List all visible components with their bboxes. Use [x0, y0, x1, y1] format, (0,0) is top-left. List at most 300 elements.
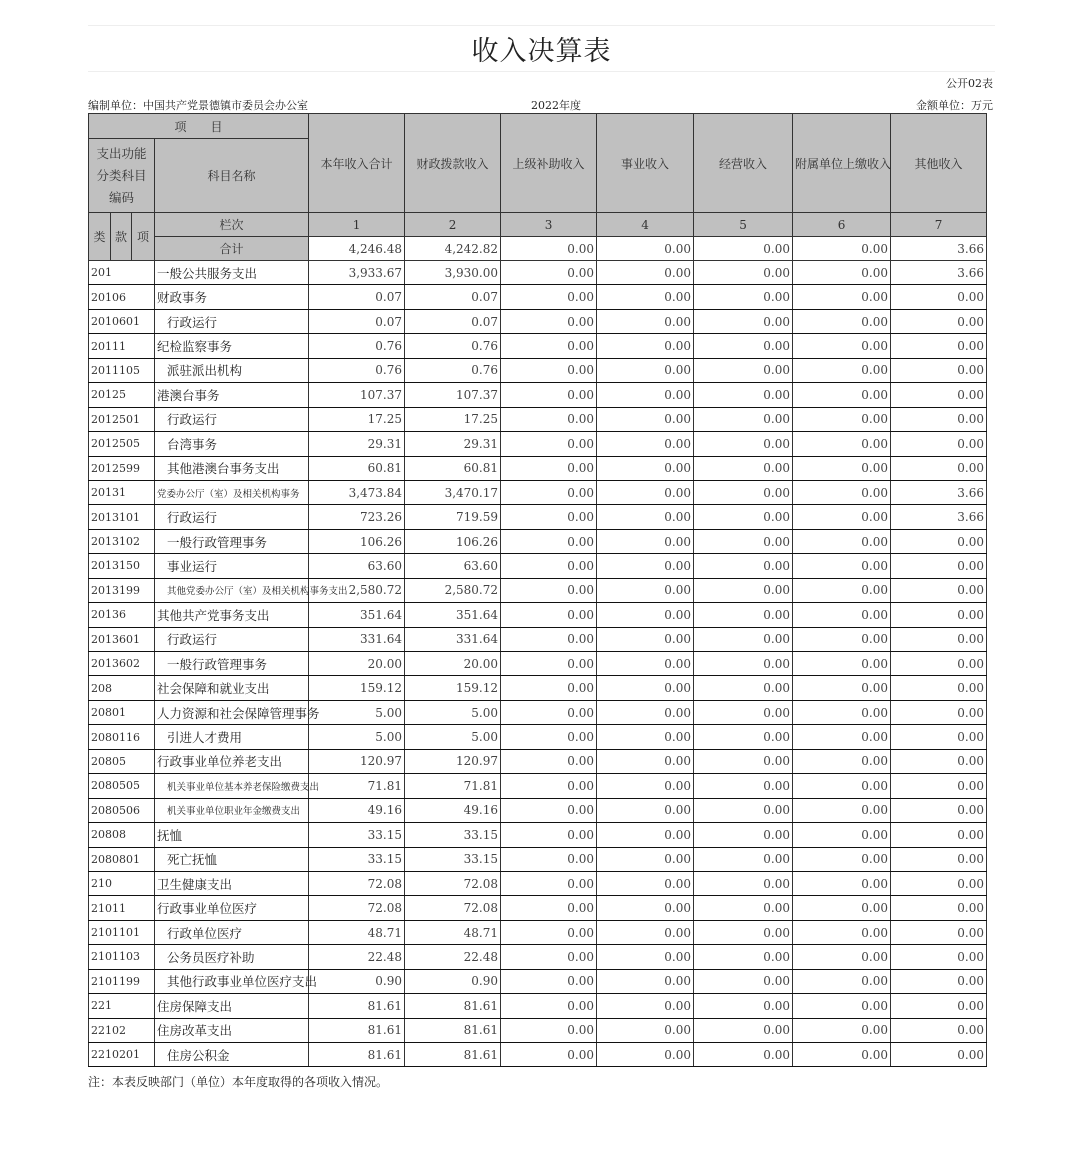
row-value: 0.00 [501, 920, 597, 944]
row-value: 0.00 [501, 871, 597, 895]
row-value: 0.00 [597, 285, 694, 309]
row-value: 0.00 [891, 358, 987, 382]
header-col-6: 附属单位上缴收入 [793, 114, 891, 213]
row-value: 0.00 [597, 554, 694, 578]
compiling-unit: 编制单位：中国共产党景德镇市委员会办公室 [88, 99, 308, 112]
income-statement-sheet [88, 25, 995, 1090]
row-name: 一般行政管理事务 [155, 529, 309, 553]
row-code: 2101199 [89, 969, 155, 993]
row-value: 0.00 [793, 920, 891, 944]
row-value: 0.00 [891, 432, 987, 456]
row-value: 0.00 [793, 603, 891, 627]
row-value: 0.00 [891, 676, 987, 700]
table-row [89, 358, 1092, 382]
row-code: 20125 [89, 383, 155, 407]
row-value: 0.00 [694, 627, 793, 651]
row-value: 0.00 [597, 749, 694, 773]
row-name: 一般行政管理事务 [155, 652, 309, 676]
row-value: 0.00 [694, 529, 793, 553]
row-value: 3.66 [891, 261, 987, 285]
row-value: 0.00 [793, 847, 891, 871]
table-row [89, 725, 1092, 749]
row-value: 22.48 [309, 945, 405, 969]
row-value: 0.00 [501, 505, 597, 529]
row-value: 0.00 [793, 871, 891, 895]
row-value: 0.00 [501, 578, 597, 602]
row-value: 72.08 [405, 871, 501, 895]
row-value: 60.81 [309, 456, 405, 480]
row-value: 0.00 [891, 334, 987, 358]
row-value: 49.16 [309, 798, 405, 822]
row-value: 0.00 [597, 261, 694, 285]
row-code: 20111 [89, 334, 155, 358]
column-number: 5 [694, 213, 793, 237]
row-code: 21011 [89, 896, 155, 920]
row-value: 0.00 [597, 725, 694, 749]
row-value: 0.00 [793, 774, 891, 798]
table-row [89, 480, 1092, 504]
row-name: 机关事业单位职业年金缴费支出 [155, 798, 309, 822]
row-value: 17.25 [309, 407, 405, 431]
row-value: 120.97 [309, 749, 405, 773]
row-value: 0.00 [501, 603, 597, 627]
table-row [89, 603, 1092, 627]
row-value: 0.00 [597, 676, 694, 700]
row-value: 0.00 [891, 1043, 987, 1067]
row-value: 0.00 [597, 823, 694, 847]
row-value: 0.00 [793, 432, 891, 456]
row-value: 0.00 [891, 285, 987, 309]
row-value: 0.00 [793, 994, 891, 1018]
table-row [89, 920, 1092, 944]
table-row [89, 383, 1092, 407]
row-value: 0.00 [891, 578, 987, 602]
row-value: 81.61 [405, 994, 501, 1018]
row-value: 0.00 [501, 774, 597, 798]
row-value: 17.25 [405, 407, 501, 431]
header-col-7: 其他收入 [891, 114, 987, 213]
row-value: 0.00 [501, 676, 597, 700]
row-value: 0.00 [793, 798, 891, 822]
row-value: 0.00 [891, 774, 987, 798]
row-value: 2,580.72 [405, 578, 501, 602]
row-value: 60.81 [405, 456, 501, 480]
row-value: 3,470.17 [405, 480, 501, 504]
row-value: 0.00 [501, 529, 597, 553]
row-value: 0.00 [694, 432, 793, 456]
table-row [89, 334, 1092, 358]
row-value: 72.08 [309, 871, 405, 895]
row-value: 0.07 [405, 309, 501, 333]
row-value: 0.00 [793, 652, 891, 676]
row-value: 0.00 [891, 969, 987, 993]
row-value: 107.37 [405, 383, 501, 407]
row-value: 0.00 [793, 823, 891, 847]
row-name: 行政事业单位养老支出 [155, 749, 309, 773]
row-value: 0.00 [694, 945, 793, 969]
row-value: 5.00 [405, 725, 501, 749]
row-value: 0.00 [891, 652, 987, 676]
table-row [89, 261, 1092, 285]
table-row [89, 847, 1092, 871]
row-name: 其他港澳台事务支出 [155, 456, 309, 480]
row-value: 0.00 [694, 774, 793, 798]
row-code: 20808 [89, 823, 155, 847]
row-value: 107.37 [309, 383, 405, 407]
row-value: 3,473.84 [309, 480, 405, 504]
row-value: 0.00 [891, 749, 987, 773]
row-value: 81.61 [309, 1043, 405, 1067]
header-col-3: 上级补助收入 [501, 114, 597, 213]
row-value: 0.00 [793, 285, 891, 309]
row-value: 0.00 [597, 334, 694, 358]
row-value: 0.00 [891, 1018, 987, 1042]
row-name: 其他党委办公厅（室）及相关机构事务支出 [155, 578, 309, 602]
row-name: 其他行政事业单位医疗支出 [155, 969, 309, 993]
row-value: 0.00 [694, 505, 793, 529]
row-value: 0.00 [891, 407, 987, 431]
row-name: 死亡抚恤 [155, 847, 309, 871]
row-value: 0.00 [694, 261, 793, 285]
row-value: 0.00 [891, 871, 987, 895]
row-value: 0.00 [597, 578, 694, 602]
row-value: 48.71 [405, 920, 501, 944]
row-value: 5.00 [309, 700, 405, 724]
row-code: 2013601 [89, 627, 155, 651]
row-code: 22102 [89, 1018, 155, 1042]
table-row [89, 896, 1092, 920]
row-value: 0.00 [501, 456, 597, 480]
row-value: 0.00 [793, 676, 891, 700]
table-row [89, 700, 1092, 724]
header-xiang: 项 [132, 213, 155, 261]
row-value: 0.00 [597, 1018, 694, 1042]
table-row [89, 676, 1092, 700]
row-value: 0.00 [501, 700, 597, 724]
row-value: 0.00 [501, 383, 597, 407]
table-row [89, 774, 1092, 798]
row-code: 2080505 [89, 774, 155, 798]
row-value: 72.08 [309, 896, 405, 920]
total-value: 0.00 [694, 237, 793, 261]
table-row [89, 871, 1092, 895]
row-value: 0.00 [694, 480, 793, 504]
row-value: 81.61 [309, 994, 405, 1018]
row-value: 0.00 [597, 847, 694, 871]
row-value: 0.00 [501, 407, 597, 431]
row-value: 0.00 [793, 1018, 891, 1042]
row-value: 0.90 [309, 969, 405, 993]
row-value: 0.00 [694, 285, 793, 309]
row-value: 0.00 [694, 994, 793, 1018]
table-row [89, 823, 1092, 847]
header-col-1: 本年收入合计 [309, 114, 405, 213]
page-title: 收入决算表 [88, 25, 995, 71]
row-value: 0.00 [793, 969, 891, 993]
column-number: 4 [597, 213, 694, 237]
row-value: 0.00 [793, 505, 891, 529]
row-value: 0.00 [793, 383, 891, 407]
row-value: 0.76 [309, 334, 405, 358]
row-name: 机关事业单位基本养老保险缴费支出 [155, 774, 309, 798]
total-value: 0.00 [597, 237, 694, 261]
row-value: 22.48 [405, 945, 501, 969]
row-value: 0.00 [501, 480, 597, 504]
row-value: 0.00 [501, 432, 597, 456]
row-value: 0.00 [501, 749, 597, 773]
row-value: 0.00 [501, 261, 597, 285]
row-value: 0.00 [597, 1043, 694, 1067]
header-kuan: 款 [111, 213, 132, 261]
row-value: 0.00 [694, 358, 793, 382]
row-value: 0.00 [891, 529, 987, 553]
row-value: 0.00 [597, 774, 694, 798]
row-value: 0.00 [694, 554, 793, 578]
row-name: 住房公积金 [155, 1043, 309, 1067]
row-name: 行政运行 [155, 309, 309, 333]
table-row [89, 1018, 1092, 1042]
row-name: 公务员医疗补助 [155, 945, 309, 969]
row-value: 106.26 [405, 529, 501, 553]
row-name: 社会保障和就业支出 [155, 676, 309, 700]
row-value: 0.00 [597, 652, 694, 676]
row-value: 0.00 [891, 823, 987, 847]
header-col-4: 事业收入 [597, 114, 694, 213]
footnote: 注：本表反映部门（单位）本年度取得的各项收入情况。 [88, 1075, 389, 1090]
row-value: 0.00 [597, 358, 694, 382]
row-value: 351.64 [309, 603, 405, 627]
row-value: 0.00 [597, 480, 694, 504]
row-name: 卫生健康支出 [155, 871, 309, 895]
row-value: 0.00 [694, 456, 793, 480]
header-col-5: 经营收入 [694, 114, 793, 213]
row-code: 208 [89, 676, 155, 700]
row-value: 0.00 [891, 896, 987, 920]
row-value: 0.00 [694, 603, 793, 627]
row-value: 0.00 [793, 725, 891, 749]
column-number: 7 [891, 213, 987, 237]
row-name: 人力资源和社会保障管理事务 [155, 700, 309, 724]
column-number: 2 [405, 213, 501, 237]
table-row [89, 554, 1092, 578]
row-value: 0.90 [405, 969, 501, 993]
row-value: 0.00 [793, 309, 891, 333]
row-value: 3.66 [891, 505, 987, 529]
row-value: 0.00 [597, 896, 694, 920]
row-name: 抚恤 [155, 823, 309, 847]
row-value: 20.00 [309, 652, 405, 676]
row-value: 0.07 [309, 309, 405, 333]
row-value: 0.00 [501, 554, 597, 578]
row-code: 2012599 [89, 456, 155, 480]
row-value: 0.00 [694, 1018, 793, 1042]
row-value: 0.00 [501, 1043, 597, 1067]
row-value: 0.00 [501, 896, 597, 920]
row-value: 0.00 [793, 334, 891, 358]
row-code: 2080506 [89, 798, 155, 822]
row-value: 0.00 [891, 603, 987, 627]
total-value: 0.00 [501, 237, 597, 261]
fiscal-year: 2022年度 [531, 99, 581, 112]
row-value: 0.00 [793, 896, 891, 920]
row-value: 0.00 [501, 1018, 597, 1042]
row-value: 33.15 [405, 847, 501, 871]
row-value: 0.00 [694, 798, 793, 822]
row-value: 0.00 [501, 847, 597, 871]
row-value: 0.00 [793, 261, 891, 285]
row-value: 0.00 [891, 847, 987, 871]
row-code: 2012501 [89, 407, 155, 431]
row-name: 纪检监察事务 [155, 334, 309, 358]
row-value: 0.00 [501, 725, 597, 749]
row-value: 3.66 [891, 480, 987, 504]
row-name: 行政事业单位医疗 [155, 896, 309, 920]
header-item: 项 目 [89, 114, 309, 139]
row-name: 一般公共服务支出 [155, 261, 309, 285]
row-code: 2012505 [89, 432, 155, 456]
table-row [89, 456, 1092, 480]
row-value: 106.26 [309, 529, 405, 553]
row-value: 49.16 [405, 798, 501, 822]
row-value: 0.00 [694, 383, 793, 407]
row-value: 0.00 [694, 847, 793, 871]
row-value: 0.00 [597, 432, 694, 456]
row-value: 2,580.72 [309, 578, 405, 602]
row-code: 221 [89, 994, 155, 1018]
row-value: 0.00 [501, 798, 597, 822]
row-name: 引进人才费用 [155, 725, 309, 749]
column-number: 1 [309, 213, 405, 237]
row-value: 33.15 [309, 847, 405, 871]
row-value: 0.00 [597, 945, 694, 969]
row-value: 0.00 [501, 358, 597, 382]
row-name: 派驻派出机构 [155, 358, 309, 382]
row-value: 0.07 [309, 285, 405, 309]
row-value: 0.00 [597, 309, 694, 333]
row-value: 0.00 [891, 554, 987, 578]
row-value: 0.00 [597, 994, 694, 1018]
row-value: 0.00 [694, 676, 793, 700]
row-value: 0.76 [405, 334, 501, 358]
row-value: 0.00 [694, 725, 793, 749]
row-code: 2013101 [89, 505, 155, 529]
row-value: 0.00 [793, 749, 891, 773]
table-row [89, 749, 1092, 773]
table-row [89, 627, 1092, 651]
row-value: 81.61 [405, 1018, 501, 1042]
row-value: 0.00 [793, 578, 891, 602]
form-number: 公开02表 [946, 77, 993, 90]
column-number: 6 [793, 213, 891, 237]
row-value: 0.00 [501, 823, 597, 847]
row-value: 0.00 [891, 700, 987, 724]
row-value: 0.00 [694, 871, 793, 895]
row-value: 0.00 [891, 945, 987, 969]
row-value: 0.00 [501, 627, 597, 651]
column-number: 3 [501, 213, 597, 237]
row-name: 住房改革支出 [155, 1018, 309, 1042]
row-name: 行政单位医疗 [155, 920, 309, 944]
table-row [89, 945, 1092, 969]
row-value: 0.00 [694, 823, 793, 847]
row-value: 0.00 [793, 945, 891, 969]
row-value: 0.00 [793, 407, 891, 431]
row-value: 0.00 [694, 920, 793, 944]
row-value: 0.00 [694, 969, 793, 993]
table-row [89, 432, 1092, 456]
row-code: 2013199 [89, 578, 155, 602]
total-value: 0.00 [793, 237, 891, 261]
row-value: 0.00 [694, 578, 793, 602]
row-value: 0.00 [597, 798, 694, 822]
row-value: 159.12 [405, 676, 501, 700]
row-value: 72.08 [405, 896, 501, 920]
row-value: 0.00 [891, 994, 987, 1018]
row-value: 0.00 [694, 407, 793, 431]
total-label: 合计 [155, 237, 309, 261]
row-value: 0.00 [694, 1043, 793, 1067]
table-row [89, 285, 1092, 309]
row-value: 0.00 [501, 969, 597, 993]
row-code: 2080116 [89, 725, 155, 749]
row-value: 48.71 [309, 920, 405, 944]
row-value: 0.00 [694, 652, 793, 676]
row-value: 5.00 [405, 700, 501, 724]
row-value: 0.00 [597, 407, 694, 431]
table-row [89, 407, 1092, 431]
money-unit: 金额单位：万元 [916, 99, 993, 112]
row-value: 81.61 [309, 1018, 405, 1042]
row-value: 5.00 [309, 725, 405, 749]
row-value: 0.00 [694, 896, 793, 920]
row-value: 0.00 [597, 529, 694, 553]
row-value: 719.59 [405, 505, 501, 529]
row-code: 2101101 [89, 920, 155, 944]
row-value: 0.00 [501, 994, 597, 1018]
row-name: 行政运行 [155, 505, 309, 529]
row-name: 住房保障支出 [155, 994, 309, 1018]
row-value: 0.00 [597, 627, 694, 651]
row-value: 0.00 [793, 700, 891, 724]
header-lanci: 栏次 [155, 213, 309, 237]
row-code: 2013150 [89, 554, 155, 578]
row-value: 0.00 [793, 480, 891, 504]
row-value: 29.31 [405, 432, 501, 456]
row-value: 0.00 [597, 871, 694, 895]
row-name: 行政运行 [155, 627, 309, 651]
row-value: 63.60 [405, 554, 501, 578]
row-value: 63.60 [309, 554, 405, 578]
row-value: 0.00 [891, 383, 987, 407]
row-value: 20.00 [405, 652, 501, 676]
row-value: 0.00 [597, 920, 694, 944]
row-value: 0.00 [694, 749, 793, 773]
row-value: 0.00 [501, 309, 597, 333]
row-value: 0.00 [793, 529, 891, 553]
table-row [89, 969, 1092, 993]
row-name: 事业运行 [155, 554, 309, 578]
header-col-2: 财政拨款收入 [405, 114, 501, 213]
table-row [89, 529, 1092, 553]
row-value: 0.00 [597, 969, 694, 993]
row-value: 0.00 [793, 358, 891, 382]
row-value: 0.00 [597, 700, 694, 724]
row-code: 2080801 [89, 847, 155, 871]
row-name: 港澳台事务 [155, 383, 309, 407]
row-value: 81.61 [405, 1043, 501, 1067]
row-value: 3,933.67 [309, 261, 405, 285]
row-value: 71.81 [405, 774, 501, 798]
